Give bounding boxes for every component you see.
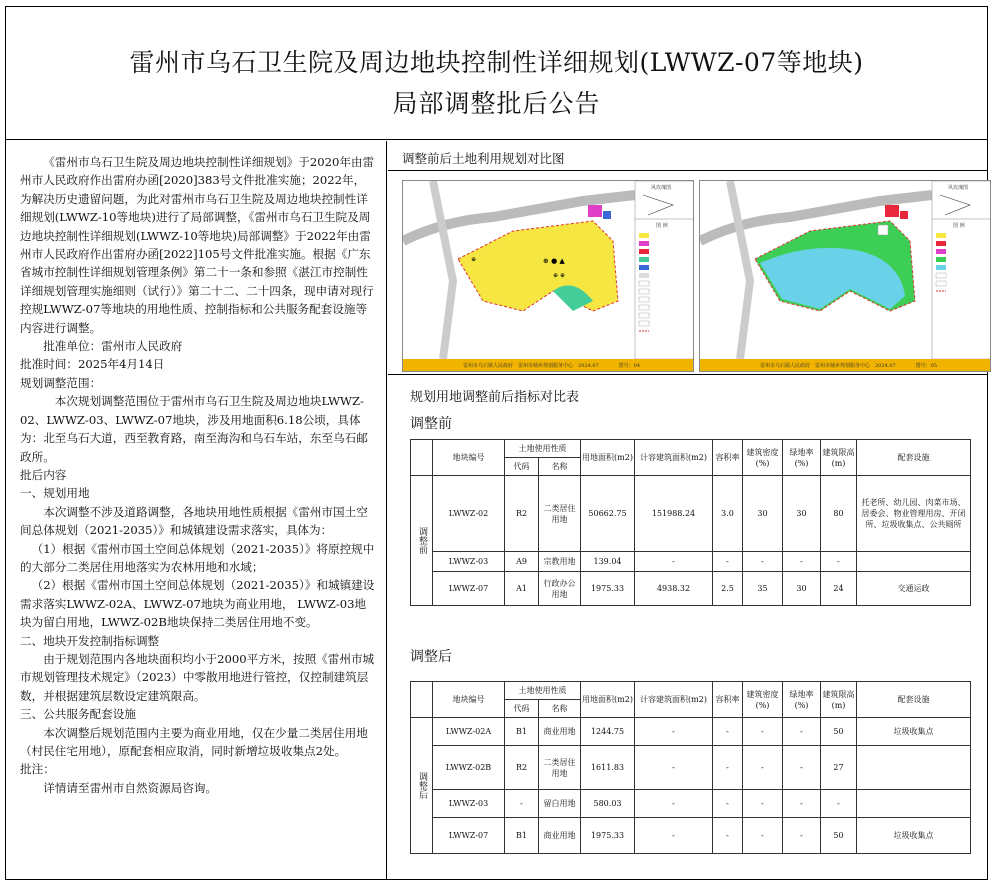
before-table (410, 439, 971, 606)
cell-name: 留白用地 (539, 790, 581, 818)
th-green: 绿地率(%) (783, 682, 821, 718)
svg-text:⊕ ● ▲: ⊕ ● ▲ (543, 257, 565, 265)
cell-density: - (743, 552, 783, 572)
th-code: 代码 (505, 700, 539, 718)
cell-height: - (821, 552, 857, 572)
section3-text: 本次调整后规划范围内主要为商业用地，仅在少量二类居住用地（村民住宅用地），原配套相应取消，同时新增垃圾收集点2处。 (20, 725, 368, 758)
map-after-commercial (885, 205, 899, 217)
cell-code: B1 (505, 818, 539, 854)
cell-height: - (821, 790, 857, 818)
th-landuse: 土地使用性质 (505, 682, 581, 700)
cell-floor-area: - (635, 552, 713, 572)
cell-name: 二类居住用地 (539, 746, 581, 790)
cell-facilities (857, 552, 971, 572)
cell-height: 50 (821, 718, 857, 746)
cell-far: - (713, 718, 743, 746)
map-before-footer: 雷州市乌石镇人民政府 雷州市城乡规划服务中心 2024.07 图号：04 (403, 359, 693, 371)
map-after-footer: 雷州市乌石镇人民政府 雷州市城乡规划服务中心 2024.07 图号：05 (700, 359, 990, 371)
cell-plot: LWWZ-03 (433, 552, 505, 572)
cell-code: B1 (505, 718, 539, 746)
title-area (6, 7, 987, 140)
before-side-label: 调整前 (411, 476, 433, 606)
after-table (410, 681, 971, 854)
th-name: 名称 (539, 458, 581, 476)
section1-text: 本次调整不涉及道路调整，各地块用地性质根据《雷州市国土空间总体规划（2021-2035）》和城镇建设需求落实，具体为： (20, 504, 368, 538)
map-before (402, 180, 694, 372)
cell-plot: LWWZ-07 (433, 572, 505, 606)
cell-density: - (743, 718, 783, 746)
th-facilities: 配套设施 (857, 440, 971, 476)
map-before-north-label: 风玫瑰图 (651, 185, 672, 191)
cell-floor-area: - (635, 790, 713, 818)
cell-code: A1 (505, 572, 539, 606)
cell-far: - (713, 746, 743, 790)
cell-density: - (743, 818, 783, 854)
th-green: 绿地率(%) (783, 440, 821, 476)
note-heading: 批注： (20, 762, 55, 777)
cell-facilities: 垃圾收集点 (857, 718, 971, 746)
th-area: 用地面积(m2) (581, 682, 635, 718)
cell-floor-area: - (635, 746, 713, 790)
cell-height: 24 (821, 572, 857, 606)
th-floor-area: 计容建筑面积(m2) (635, 682, 713, 718)
cell-area: 1975.33 (581, 818, 635, 854)
cell-code: R2 (505, 746, 539, 790)
cell-height: 50 (821, 818, 857, 854)
table-row (411, 818, 971, 854)
map-area (388, 172, 987, 375)
th-density: 建筑密度(%) (743, 440, 783, 476)
section1-item2: （2）根据《雷州市国土空间总体规划（2021-2035）》和城镇建设需求落实LWWZ-02A、LWWZ-07地块为商业用地， LWWZ-03地块为留白用地，LWWZ-02B地块保持二类居住用地不变。 (20, 578, 375, 630)
map-after-north-label: 风玫瑰图 (948, 185, 969, 191)
cell-name: 二类居住用地 (539, 476, 581, 552)
cell-code: - (505, 790, 539, 818)
notice-text (6, 141, 387, 880)
cell-code: A9 (505, 552, 539, 572)
before-title: 调整前 (410, 416, 452, 432)
cell-floor-area: - (635, 818, 713, 854)
approver: 批准单位：雷州市人民政府 (43, 339, 183, 354)
th-far: 容积率 (713, 682, 743, 718)
cell-area: 139.04 (581, 552, 635, 572)
map-header: 调整前后土地利用规划对比图 (388, 141, 987, 171)
cell-height: 80 (821, 476, 857, 552)
table-row (411, 790, 971, 818)
cell-density: - (743, 746, 783, 790)
section1-item1: （1）根据《雷州市国土空间总体规划（2021-2035）》将原控规中的大部分二类居住用地落实为农林用地和水域； (20, 541, 375, 574)
after-side-label: 调整后 (411, 718, 433, 854)
cell-far: - (713, 790, 743, 818)
cell-name: 行政办公用地 (539, 572, 581, 606)
cell-name: 商业用地 (539, 818, 581, 854)
table-row (411, 476, 971, 552)
th-floor-area: 计容建筑面积(m2) (635, 440, 713, 476)
cell-green: - (783, 552, 821, 572)
cell-height: 27 (821, 746, 857, 790)
cell-green: - (783, 790, 821, 818)
svg-text:⊕: ⊕ (471, 256, 477, 263)
right-column (388, 141, 987, 880)
intro-paragraph: 《雷州市乌石卫生院及周边地块控制性详细规划》于2020年由雷州市人民政府作出雷府办函[2020]383号文件批准实施；2022年，为解决历史遗留问题，为此对雷州市乌石卫生院及周边地块控制性详细规划(LWWZ-10等地块)进行了局部调整，《雷州市乌石卫生院及周边地块控制性详细规划(LWWZ-10等地块)局部调整》于2022年由雷州市人民政府作出雷府办函[2022]105号文件批准实施。根据《广东省城市控制性详细规划管理条例》第二十一条和参照《湛江市控制性详细规划管理实施细则（试行）》第二十二、二十四条，现申请对现行控规LWWZ-07等地块的用地性质、控制指标和公共服务配套设施等内容进行调整。 (20, 155, 375, 335)
th-code: 代码 (505, 458, 539, 476)
cell-far: - (713, 552, 743, 572)
compare-title: 规划用地调整前后指标对比表 (410, 390, 580, 405)
cell-green: - (783, 718, 821, 746)
cell-far: - (713, 818, 743, 854)
th-plot: 地块编号 (433, 440, 505, 476)
th-name: 名称 (539, 700, 581, 718)
cell-facilities: 垃圾收集点 (857, 818, 971, 854)
cell-area: 580.03 (581, 790, 635, 818)
th-area: 用地面积(m2) (581, 440, 635, 476)
map-after (699, 180, 991, 372)
th-far: 容积率 (713, 440, 743, 476)
th-height: 建筑限高(m) (821, 682, 857, 718)
cell-floor-area: 151988.24 (635, 476, 713, 552)
svg-text:⊕ ⊕: ⊕ ⊕ (553, 272, 565, 279)
page-title: 雷州市乌石卫生院及周边地块控制性详细规划(LWWZ-07等地块) (129, 48, 864, 77)
cell-area: 1611.83 (581, 746, 635, 790)
cell-density: 30 (743, 476, 783, 552)
cell-area: 1244.75 (581, 718, 635, 746)
cell-area: 50662.75 (581, 476, 635, 552)
notice-frame (5, 6, 988, 880)
cell-plot: LWWZ-07 (433, 818, 505, 854)
section2-text: 由于规划范围内各地块面积均小于2000平方米，按照《雷州市城市规划管理技术规定》（2023）中零散用地进行管控，仅控制建筑层数，并根据建筑层数设定建筑限高。 (20, 651, 375, 703)
th-landuse: 土地使用性质 (505, 440, 581, 458)
content-heading: 批后内容 (20, 467, 67, 482)
cell-density: 35 (743, 572, 783, 606)
map-before-admin (588, 205, 602, 217)
section1-heading: 一、规划用地 (20, 486, 90, 501)
cell-facilities (857, 790, 971, 818)
section2-heading: 二、地块开发控制指标调整 (20, 633, 160, 648)
cell-green: - (783, 818, 821, 854)
cell-facilities (857, 746, 971, 790)
cell-green: 30 (783, 572, 821, 606)
after-title: 调整后 (410, 649, 452, 665)
cell-far: 3.0 (713, 476, 743, 552)
map-before-legend-title: 图 例 (656, 223, 668, 229)
cell-density: - (743, 790, 783, 818)
cell-plot: LWWZ-02 (433, 476, 505, 552)
table-row (411, 552, 971, 572)
cell-name: 宗教用地 (539, 552, 581, 572)
cell-plot: LWWZ-02B (433, 746, 505, 790)
th-plot: 地块编号 (433, 682, 505, 718)
th-height: 建筑限高(m) (821, 440, 857, 476)
section3-heading: 三、公共服务配套设施 (20, 707, 136, 722)
cell-floor-area: 4938.32 (635, 572, 713, 606)
cell-plot: LWWZ-02A (433, 718, 505, 746)
cell-area: 1975.33 (581, 572, 635, 606)
cell-plot: LWWZ-03 (433, 790, 505, 818)
cell-far: 2.5 (713, 572, 743, 606)
table-row (411, 746, 971, 790)
page-subtitle: 局部调整批后公告 (392, 89, 601, 118)
cell-name: 商业用地 (539, 718, 581, 746)
th-facilities: 配套设施 (857, 682, 971, 718)
cell-floor-area: - (635, 718, 713, 746)
cell-green: 30 (783, 476, 821, 552)
cell-green: - (783, 746, 821, 790)
cell-facilities: 托老所、幼儿园、肉菜市场、居委会、物业管理用房、开闭所、垃圾收集点、公共厕所 (857, 476, 971, 552)
table-row (411, 572, 971, 606)
cell-facilities: 交通运政 (857, 572, 971, 606)
map-after-legend-title: 图 例 (953, 223, 965, 229)
approve-date: 批准时间：2025年4月14日 (20, 357, 165, 372)
table-row (411, 718, 971, 746)
scope-heading: 规划调整范围： (20, 375, 102, 390)
th-density: 建筑密度(%) (743, 682, 783, 718)
note-text: 详情请至雷州市自然资源局咨询。 (43, 780, 218, 795)
cell-code: R2 (505, 476, 539, 552)
scope-paragraph: 本次规划调整范围位于雷州市乌石卫生院及周边地块LWWZ-02、LWWZ-03、LWWZ-07地块，涉及用地面积6.18公顷，具体为：北至乌石大道，西至教育路，南至海沟和乌石车站，东至乌石邮政所。 (20, 394, 368, 464)
